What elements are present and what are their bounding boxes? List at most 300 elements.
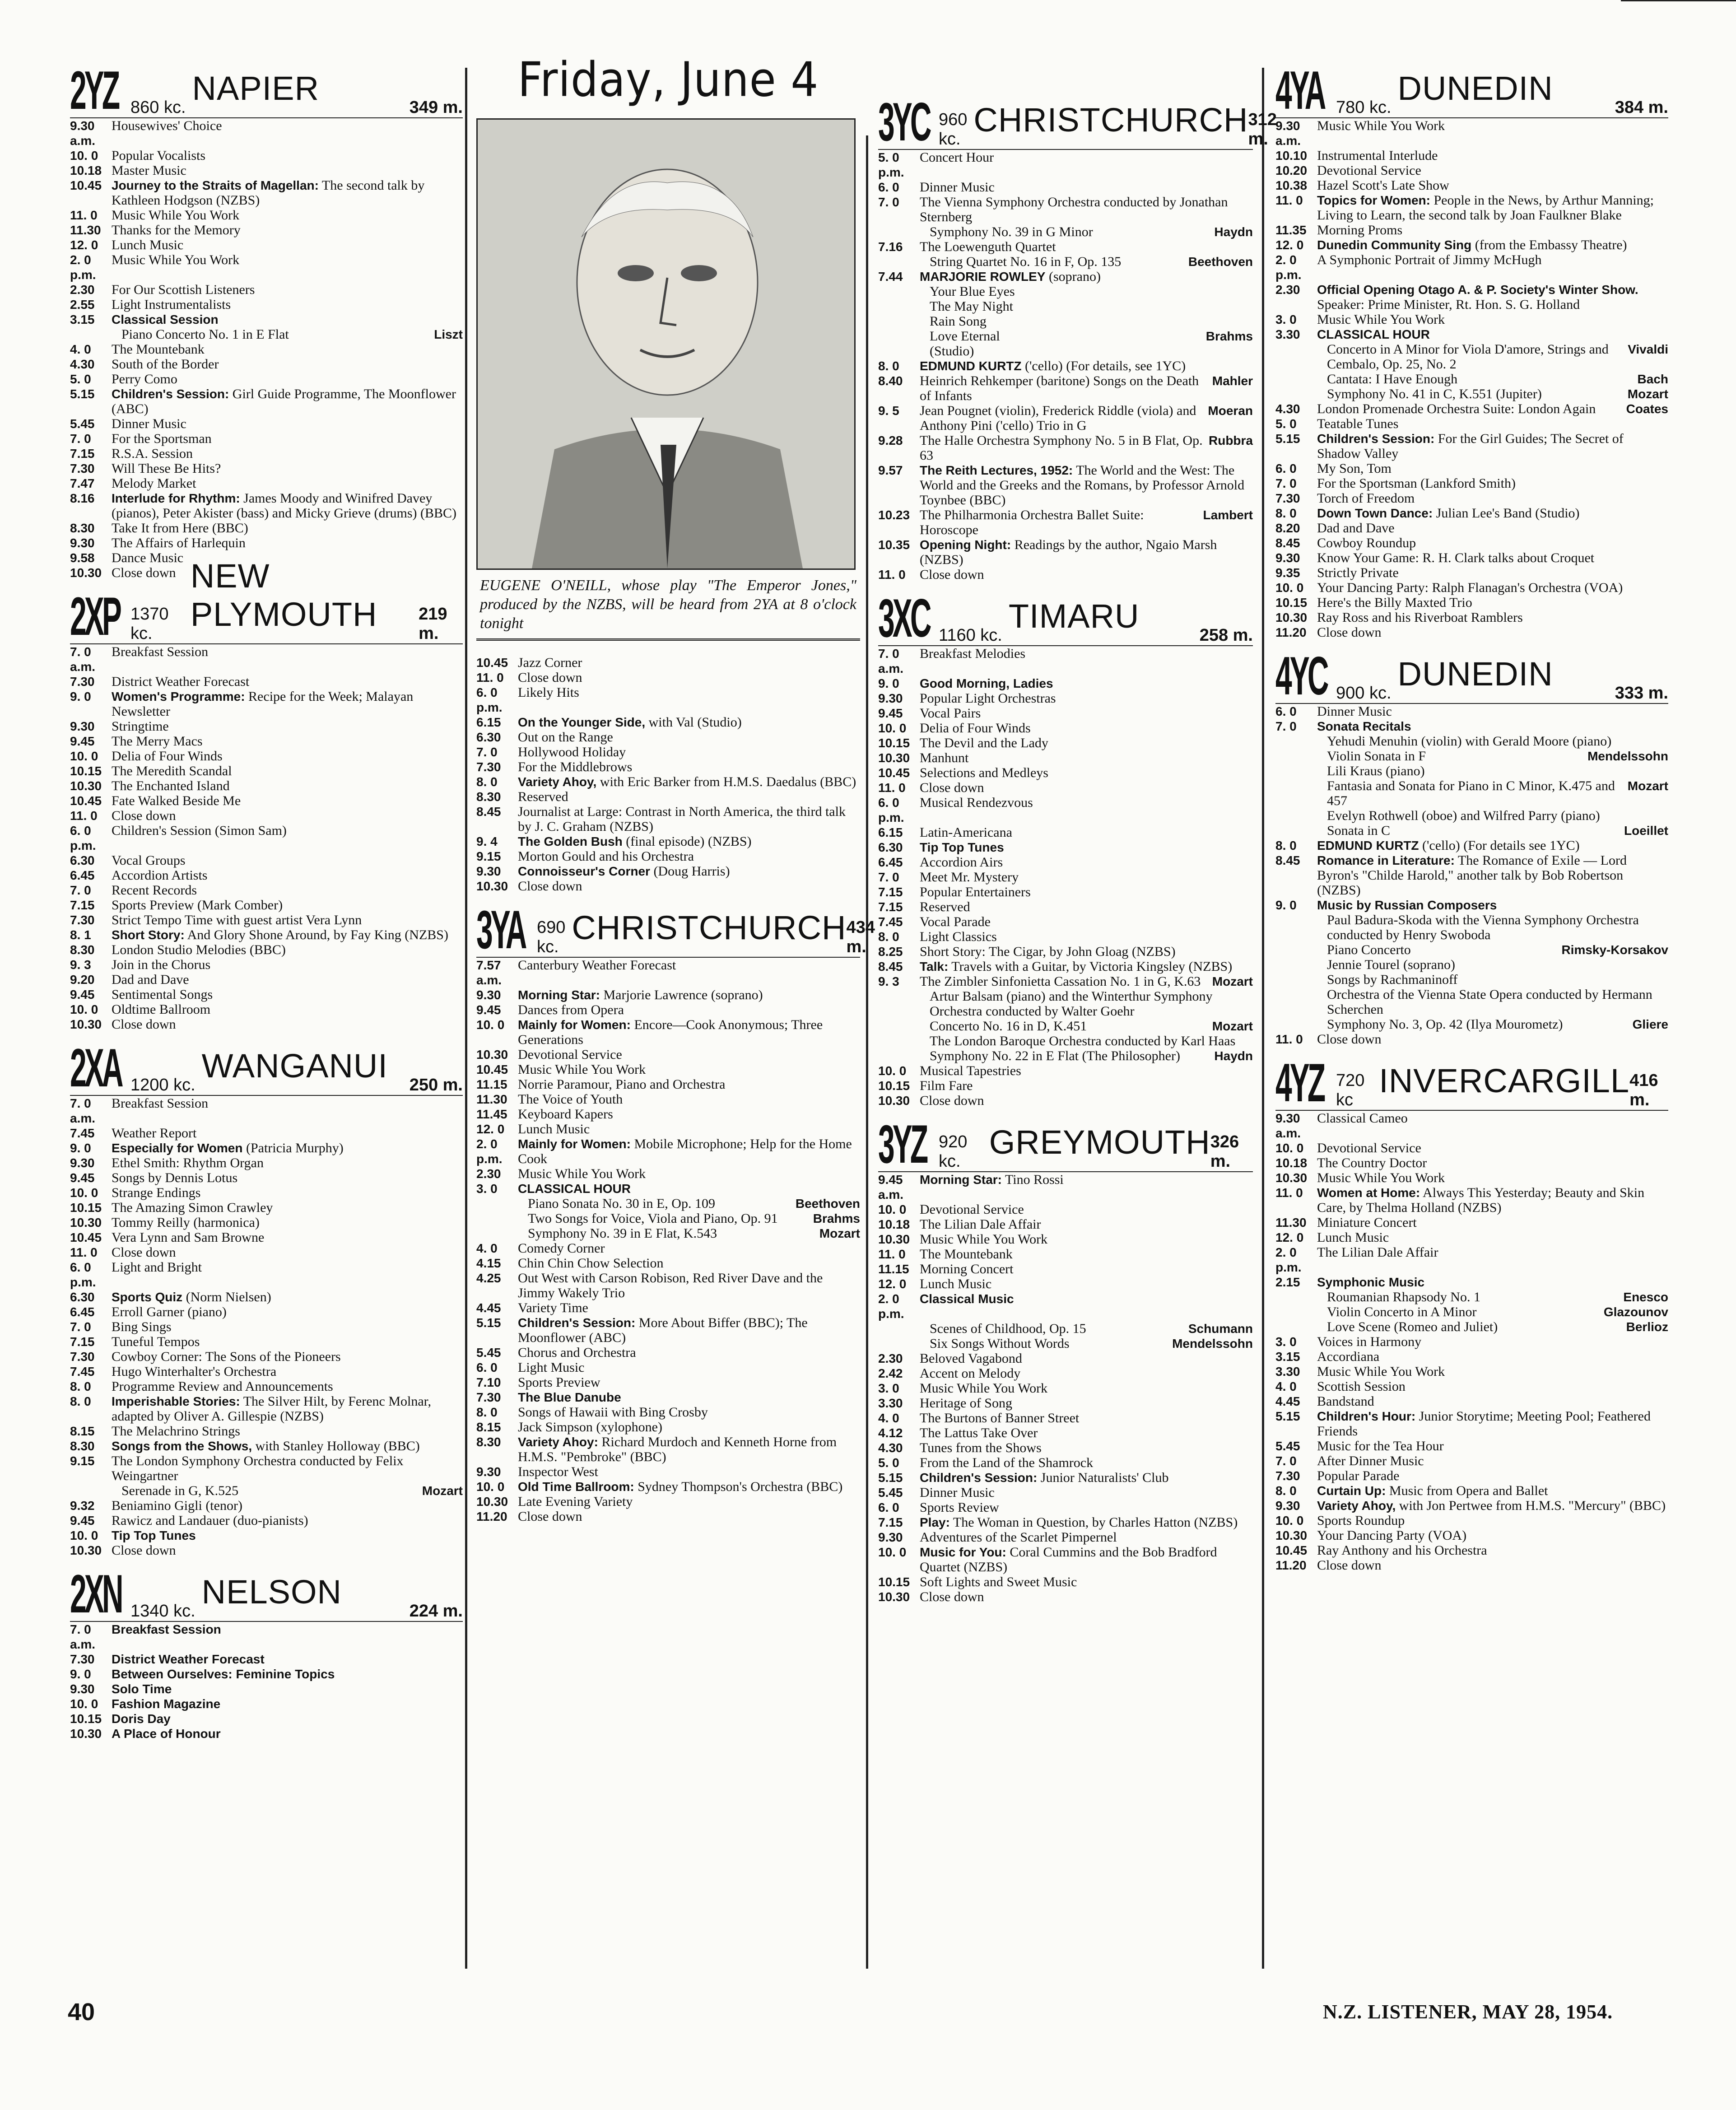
programme-text bbox=[920, 1172, 1253, 1202]
programme-time bbox=[878, 224, 920, 239]
programme-time: 7. 0 bbox=[878, 870, 899, 884]
page-title: Friday, June 4 bbox=[517, 51, 819, 107]
programme-item bbox=[70, 1453, 463, 1483]
programme-text bbox=[1317, 1543, 1668, 1558]
programme-item bbox=[878, 1440, 1253, 1455]
programme-item bbox=[70, 1681, 463, 1696]
programme-description: The Romance of Exile — Lord Byron's "Childe Harold," another talk by Bob Robertson (NZBS) bbox=[1317, 853, 1627, 898]
programme-description: Reserved bbox=[518, 789, 568, 804]
programme-text bbox=[112, 749, 463, 764]
programme-time: 10.15 bbox=[878, 1575, 910, 1589]
programme-description: Delia of Four Winds bbox=[920, 721, 1031, 736]
programme-item bbox=[1275, 1319, 1668, 1334]
programme-text bbox=[1317, 252, 1668, 282]
programme-item bbox=[878, 989, 1253, 1019]
programme-text bbox=[920, 254, 1253, 269]
programme-text bbox=[920, 299, 1253, 314]
programme-text bbox=[518, 879, 860, 894]
programme-item bbox=[1275, 1245, 1668, 1275]
column-rule bbox=[866, 135, 868, 1969]
programme-item bbox=[878, 1063, 1253, 1078]
programme-text bbox=[920, 359, 1253, 373]
programme-description: Chin Chin Chow Selection bbox=[518, 1256, 664, 1271]
divider bbox=[476, 638, 860, 649]
programme-item bbox=[70, 1245, 463, 1260]
programme-description: Instrumental Interlude bbox=[1317, 148, 1438, 163]
programme-time bbox=[878, 284, 920, 299]
programme-title: Children's Hour: bbox=[1317, 1409, 1416, 1423]
programme-title: Mainly for Women: bbox=[518, 1018, 631, 1032]
programme-text bbox=[518, 1405, 860, 1420]
programme-text bbox=[112, 148, 463, 163]
programme-time: 4.45 bbox=[476, 1301, 501, 1315]
programme-text bbox=[518, 1464, 860, 1479]
programme-time: 9.45 bbox=[70, 734, 95, 748]
programme-text bbox=[112, 431, 463, 446]
programme-time: 9.45 bbox=[70, 987, 95, 1001]
programme-item bbox=[70, 1260, 463, 1290]
programme-description: Musical Rendezvous bbox=[920, 795, 1033, 810]
station-call-sign: 3YC bbox=[878, 92, 930, 152]
programme-description: Music While You Work bbox=[1317, 1364, 1445, 1379]
station-call-sign: 4YZ bbox=[1275, 1053, 1324, 1113]
programme-time: 7.30 bbox=[476, 760, 501, 774]
programme-time: 7.15 bbox=[70, 1335, 95, 1349]
programme-time: 8. 0 bbox=[70, 1394, 91, 1408]
station-city: INVERCARGILL bbox=[1379, 1062, 1630, 1099]
programme-text bbox=[1317, 223, 1668, 238]
programme-time: 8.30 bbox=[476, 790, 501, 804]
programme-item bbox=[70, 987, 463, 1002]
station-city: NELSON bbox=[201, 1573, 342, 1611]
programme-description: R.S.A. Session bbox=[112, 446, 193, 461]
programme-time: 11. 0 bbox=[70, 1245, 98, 1259]
programme-text bbox=[1317, 898, 1668, 913]
programme-text bbox=[1317, 312, 1668, 327]
programme-time: 8. 0 bbox=[1275, 838, 1297, 852]
programme-item bbox=[70, 719, 463, 734]
programme-time: 4. 0 bbox=[476, 1241, 498, 1255]
programme-item bbox=[878, 765, 1253, 780]
programme-text bbox=[112, 1319, 463, 1334]
programme-text bbox=[1317, 521, 1668, 536]
programme-item bbox=[878, 508, 1253, 537]
programme-text bbox=[1317, 1290, 1668, 1304]
programme-text bbox=[1317, 491, 1668, 506]
programme-text bbox=[1317, 595, 1668, 610]
programme-description: Paul Badura-Skoda with the Vienna Symphony Orchestra conducted by Henry Swoboda bbox=[1327, 913, 1639, 942]
programme-time: 3.15 bbox=[1275, 1350, 1300, 1364]
programme-item bbox=[1275, 1017, 1668, 1032]
programme-item bbox=[1275, 1543, 1668, 1558]
programme-item bbox=[70, 927, 463, 942]
programme-description: Teatable Tunes bbox=[1317, 416, 1399, 431]
programme-description: Symphony No. 39 in E Flat, K.543 bbox=[528, 1226, 717, 1241]
programme-description: Dinner Music bbox=[920, 180, 995, 195]
programme-title: Imperishable Stories: bbox=[112, 1394, 240, 1408]
programme-composer: Coates bbox=[1626, 402, 1668, 416]
column-1 bbox=[70, 54, 463, 1741]
programme-time bbox=[878, 1048, 920, 1063]
programme-title: Symphonic Music bbox=[1317, 1275, 1425, 1289]
programme-time: 10.30 bbox=[878, 1590, 910, 1604]
programme-item bbox=[878, 314, 1253, 329]
programme-description: Marjorie Lawrence (soprano) bbox=[603, 987, 763, 1002]
programme-time bbox=[1275, 987, 1317, 1017]
programme-time: 3. 0 bbox=[878, 1381, 899, 1395]
programme-text bbox=[518, 958, 860, 987]
programme-text bbox=[518, 730, 860, 745]
programme-text bbox=[112, 1200, 463, 1215]
programme-text bbox=[1317, 942, 1668, 957]
station-2yz bbox=[70, 60, 463, 580]
programme-item bbox=[878, 1574, 1253, 1589]
programme-description: Dad and Dave bbox=[1317, 521, 1395, 536]
programme-item bbox=[1275, 372, 1668, 387]
programme-description: Hazel Scott's Late Show bbox=[1317, 178, 1449, 193]
programme-description: Short Story: The Cigar, by John Gloag (NZBS) bbox=[920, 944, 1176, 959]
programme-time: 11.30 bbox=[70, 223, 101, 237]
photo-caption: EUGENE O'NEILL, whose play "The Emperor Jones," produced by the NZBS, will be heard from 2YA at 8 o'clock tonight bbox=[480, 577, 856, 632]
programme-item bbox=[476, 1077, 860, 1092]
programme-text bbox=[1317, 1230, 1668, 1245]
programme-item bbox=[70, 1622, 463, 1652]
programme-text bbox=[1317, 1032, 1668, 1047]
programme-item bbox=[1275, 327, 1668, 342]
programme-time: 7.30 bbox=[1275, 491, 1300, 505]
programme-time: 7.30 bbox=[70, 913, 95, 927]
programme-description: Light Music bbox=[518, 1360, 585, 1375]
station-header bbox=[878, 91, 1277, 152]
programme-time: 9. 3 bbox=[878, 974, 899, 988]
programme-text bbox=[920, 269, 1253, 284]
programme-item bbox=[476, 1196, 860, 1211]
programme-description: Know Your Game: R. H. Clark talks about Croquet bbox=[1317, 550, 1595, 565]
programme-text bbox=[1317, 1394, 1668, 1409]
station-call-sign: 3YZ bbox=[878, 1114, 926, 1174]
programme-text bbox=[920, 1455, 1253, 1470]
programme-description: Beloved Vagabond bbox=[920, 1351, 1022, 1366]
programme-text bbox=[518, 1166, 860, 1181]
programme-description: Lunch Music bbox=[518, 1122, 590, 1137]
programme-time: 10. 0 bbox=[878, 1545, 907, 1559]
programme-title: Morning Star: bbox=[920, 1173, 1002, 1187]
programme-item bbox=[878, 1232, 1253, 1247]
programme-description: Programme Review and Announcements bbox=[112, 1379, 333, 1394]
programme-text bbox=[112, 778, 463, 793]
programme-description: Light Classics bbox=[920, 929, 997, 944]
programme-text bbox=[920, 224, 1253, 239]
programme-text bbox=[1317, 163, 1668, 178]
programme-title: Opening Night: bbox=[920, 538, 1011, 552]
programme-text bbox=[1317, 823, 1668, 838]
programme-description: Master Music bbox=[112, 163, 186, 178]
programme-description: (Patricia Murphy) bbox=[246, 1141, 344, 1155]
programme-title: The Reith Lectures, 1952: bbox=[920, 463, 1073, 477]
programme-description: Symphony No. 3, Op. 42 (Ilya Mourometz) bbox=[1327, 1017, 1563, 1032]
programme-description: with Stanley Holloway (BBC) bbox=[255, 1439, 420, 1453]
programme-description: Scenes of Childhood, Op. 15 bbox=[930, 1321, 1086, 1336]
station-header bbox=[70, 1037, 463, 1096]
programme-description: Music While You Work bbox=[920, 1381, 1048, 1396]
programme-item bbox=[878, 959, 1253, 974]
programme-item bbox=[476, 1420, 860, 1435]
programme-item bbox=[476, 1375, 860, 1390]
programme-item bbox=[476, 1211, 860, 1226]
programme-time: 8.40 bbox=[878, 374, 903, 388]
programme-text bbox=[1317, 1185, 1668, 1215]
programme-item bbox=[476, 774, 860, 789]
programme-text bbox=[920, 855, 1253, 870]
programme-description: Meet Mr. Mystery bbox=[920, 870, 1019, 885]
programme-text bbox=[1317, 1141, 1668, 1155]
programme-time: 9.30 bbox=[70, 536, 95, 550]
programme-description: Dances from Opera bbox=[518, 1002, 624, 1017]
programme-text bbox=[518, 1420, 860, 1435]
programme-time: 10. 0 bbox=[878, 1064, 907, 1078]
programme-item bbox=[70, 942, 463, 957]
programme-time: 11.20 bbox=[1275, 625, 1307, 639]
programme-title: Connoisseur's Corner bbox=[518, 864, 650, 878]
programme-text bbox=[518, 1017, 860, 1047]
programme-item bbox=[70, 1002, 463, 1017]
programme-item bbox=[70, 898, 463, 913]
programme-item bbox=[70, 536, 463, 550]
programme-title: Mainly for Women: bbox=[518, 1137, 631, 1151]
programme-time: 7.57 a.m. bbox=[476, 958, 502, 987]
programme-description: Cantata: I Have Enough bbox=[1327, 372, 1458, 387]
programme-time bbox=[878, 254, 920, 269]
programme-description: Late Evening Variety bbox=[518, 1494, 633, 1509]
programme-time: 9. 5 bbox=[878, 404, 899, 418]
programme-description: The second talk by Kathleen Hodgson (NZBS) bbox=[112, 178, 425, 208]
programme-text bbox=[920, 1276, 1253, 1291]
programme-item bbox=[476, 1017, 860, 1047]
programme-description: London Promenade Orchestra Suite: London Again bbox=[1317, 401, 1596, 416]
programme-description: Join in the Chorus bbox=[112, 957, 211, 972]
station-wavelength: 326 m. bbox=[1210, 1132, 1239, 1171]
programme-time: 10.45 bbox=[70, 794, 102, 808]
programme-description: Jazz Corner bbox=[518, 655, 582, 670]
programme-time: 7. 0 bbox=[70, 883, 91, 897]
programme-time: 11.20 bbox=[1275, 1558, 1307, 1572]
programme-item bbox=[1275, 1349, 1668, 1364]
programme-text bbox=[1317, 1483, 1668, 1498]
programme-item bbox=[70, 327, 463, 342]
programme-item bbox=[70, 118, 463, 148]
programme-item bbox=[878, 1545, 1253, 1574]
programme-title: Children's Session: bbox=[920, 1471, 1038, 1485]
programme-time: 10.45 bbox=[476, 1062, 508, 1076]
programme-item bbox=[70, 491, 463, 521]
programme-time: 7.30 bbox=[70, 461, 95, 475]
programme-description: Classical Cameo bbox=[1317, 1111, 1408, 1126]
programme-description: Lunch Music bbox=[1317, 1230, 1389, 1245]
programme-time: 6.30 bbox=[70, 1290, 95, 1304]
programme-time bbox=[1275, 1290, 1317, 1304]
programme-text bbox=[518, 715, 860, 730]
programme-description: Soft Lights and Sweet Music bbox=[920, 1574, 1077, 1589]
programme-text bbox=[112, 416, 463, 431]
programme-time: 9.30 bbox=[878, 691, 903, 705]
programme-title: Journey to the Straits of Magellan: bbox=[112, 178, 319, 192]
programme-item bbox=[878, 825, 1253, 840]
programme-time: 7.30 bbox=[476, 1390, 501, 1404]
programme-time: 10. 0 bbox=[1275, 1514, 1304, 1528]
programme-time: 7.44 bbox=[878, 270, 903, 284]
programme-composer: Brahms bbox=[1205, 329, 1253, 343]
programme-item bbox=[878, 224, 1253, 239]
programme-description: Lunch Music bbox=[112, 238, 184, 252]
station-header bbox=[476, 899, 875, 960]
programme-description: Love Scene (Romeo and Juliet) bbox=[1327, 1319, 1498, 1334]
programme-item bbox=[1275, 193, 1668, 223]
programme-composer: Gliere bbox=[1632, 1017, 1668, 1031]
programme-description: Take It from Here (BBC) bbox=[112, 521, 248, 536]
programme-text bbox=[518, 1211, 860, 1226]
programme-text bbox=[1317, 1319, 1668, 1334]
programme-time: 9.45 bbox=[878, 706, 903, 720]
programme-text bbox=[1317, 838, 1668, 853]
programme-item bbox=[1275, 808, 1668, 823]
programme-text bbox=[920, 463, 1253, 508]
programme-item bbox=[476, 958, 860, 987]
programme-text bbox=[920, 795, 1253, 825]
programme-item bbox=[1275, 1275, 1668, 1290]
station-frequency: 920 kc. bbox=[939, 1132, 968, 1171]
station-call-sign: 4YA bbox=[1275, 60, 1324, 121]
programme-description: For the Sportsman (Lankford Smith) bbox=[1317, 476, 1516, 491]
programme-description: The Melachrino Strings bbox=[112, 1424, 240, 1439]
programme-item bbox=[70, 1215, 463, 1230]
programme-item bbox=[1275, 1528, 1668, 1543]
programme-item bbox=[70, 883, 463, 898]
programme-item bbox=[878, 344, 1253, 359]
programme-title: Especially for Women bbox=[112, 1141, 243, 1155]
programme-description: Music While You Work bbox=[518, 1166, 646, 1181]
programme-text bbox=[1317, 118, 1668, 148]
programme-text bbox=[112, 327, 463, 342]
programme-text bbox=[112, 1711, 463, 1726]
programme-time: 3. 0 bbox=[1275, 312, 1297, 326]
programme-item bbox=[70, 1483, 463, 1498]
programme-item bbox=[70, 1364, 463, 1379]
programme-description: Journalist at Large: Contrast in North America, the third talk by J. C. Graham (NZBS) bbox=[518, 804, 846, 834]
programme-description: Junior Storytime; Meeting Pool; Feathered Friends bbox=[1317, 1409, 1651, 1439]
programme-item bbox=[1275, 749, 1668, 764]
programme-text bbox=[518, 655, 860, 670]
programme-item bbox=[70, 297, 463, 312]
programme-time: 5.45 bbox=[878, 1486, 903, 1500]
programme-text bbox=[518, 745, 860, 759]
programme-item bbox=[476, 1405, 860, 1420]
programme-description: Readings by the author, Ngaio Marsh (NZBS) bbox=[920, 537, 1217, 567]
programme-time: 10.30 bbox=[878, 1232, 910, 1246]
programme-text bbox=[920, 1019, 1253, 1034]
programme-text bbox=[1317, 853, 1668, 898]
programme-time: 5.45 bbox=[476, 1346, 501, 1360]
programme-item bbox=[70, 476, 463, 491]
programme-description: Variety Time bbox=[518, 1300, 588, 1315]
programme-text bbox=[920, 899, 1253, 914]
programme-description: Two Songs for Voice, Viola and Piano, Op. 91 bbox=[528, 1211, 778, 1226]
programme-description: Music While You Work bbox=[1317, 1170, 1445, 1185]
station-frequency: 1160 kc. bbox=[939, 626, 1002, 645]
programme-time bbox=[1275, 1319, 1317, 1334]
programme-text bbox=[112, 808, 463, 823]
programme-item bbox=[70, 1543, 463, 1558]
programme-time: 2.30 bbox=[1275, 283, 1300, 297]
programme-time: 10.30 bbox=[1275, 1528, 1308, 1542]
programme-time bbox=[1275, 823, 1317, 838]
programme-text bbox=[1317, 327, 1668, 342]
programme-title: EDMUND KURTZ bbox=[1317, 838, 1419, 852]
programme-time: 10.30 bbox=[1275, 610, 1308, 624]
programme-description: People in the News, by Arthur Manning; Living to Learn, the second talk by Joan Faulkner Blake bbox=[1317, 193, 1654, 223]
programme-time: 9. 0 bbox=[70, 1141, 91, 1155]
programme-text bbox=[1317, 1453, 1668, 1468]
programme-description: The Voice of Youth bbox=[518, 1092, 623, 1107]
programme-text bbox=[1317, 625, 1668, 640]
programme-description: (Studio) bbox=[930, 344, 974, 359]
programme-time: 4.30 bbox=[1275, 402, 1300, 416]
programme-text bbox=[112, 1681, 463, 1696]
programme-title: Classical Music bbox=[920, 1292, 1014, 1306]
programme-time: 4.30 bbox=[70, 357, 95, 371]
programme-item bbox=[1275, 1468, 1668, 1483]
programme-text bbox=[518, 1300, 860, 1315]
programme-item bbox=[70, 913, 463, 927]
programme-description: Orchestra of the Vienna State Opera conducted by Hermann Scherchen bbox=[1327, 987, 1652, 1017]
programme-time: 9.45 bbox=[70, 1171, 95, 1185]
programme-item bbox=[878, 870, 1253, 885]
programme-time bbox=[1275, 808, 1317, 823]
programme-composer: Mendelssohn bbox=[1587, 749, 1668, 763]
programme-item bbox=[476, 1107, 860, 1122]
programme-time: 8.45 bbox=[878, 960, 903, 973]
programme-description: Symphony No. 41 in C, K.551 (Jupiter) bbox=[1327, 387, 1542, 401]
programme-text bbox=[1317, 178, 1668, 193]
station-wavelength: 416 m. bbox=[1629, 1071, 1658, 1109]
programme-time: 6. 0 p.m. bbox=[878, 796, 904, 824]
programme-time: 11.20 bbox=[476, 1509, 507, 1523]
programme-description: Here's the Billy Maxted Trio bbox=[1317, 595, 1472, 610]
programme-text bbox=[112, 644, 463, 674]
programme-description: Delia of Four Winds bbox=[112, 749, 223, 764]
programme-item bbox=[476, 1509, 860, 1524]
programme-item bbox=[878, 1321, 1253, 1336]
programme-text bbox=[112, 1002, 463, 1017]
programme-item bbox=[70, 1017, 463, 1032]
programme-text bbox=[920, 1574, 1253, 1589]
programme-description: Songs of Hawaii with Bing Crosby bbox=[518, 1405, 708, 1420]
programme-time bbox=[878, 1321, 920, 1336]
programme-description: Music While You Work bbox=[1317, 312, 1445, 327]
programme-text bbox=[920, 1078, 1253, 1093]
programme-item bbox=[1275, 719, 1668, 734]
programme-item bbox=[70, 1379, 463, 1394]
programme-text bbox=[112, 1483, 463, 1498]
programme-time: 7.45 bbox=[878, 915, 903, 929]
programme-item bbox=[70, 178, 463, 208]
programme-description: Hollywood Holiday bbox=[518, 745, 626, 759]
programme-description: The Lilian Dale Affair bbox=[920, 1217, 1041, 1232]
programme-text bbox=[1317, 719, 1668, 734]
programme-description: Morton Gould and his Orchestra bbox=[518, 849, 694, 864]
programme-item bbox=[878, 284, 1253, 299]
programme-item bbox=[476, 1315, 860, 1345]
station-city: CHRISTCHURCH bbox=[973, 101, 1248, 139]
